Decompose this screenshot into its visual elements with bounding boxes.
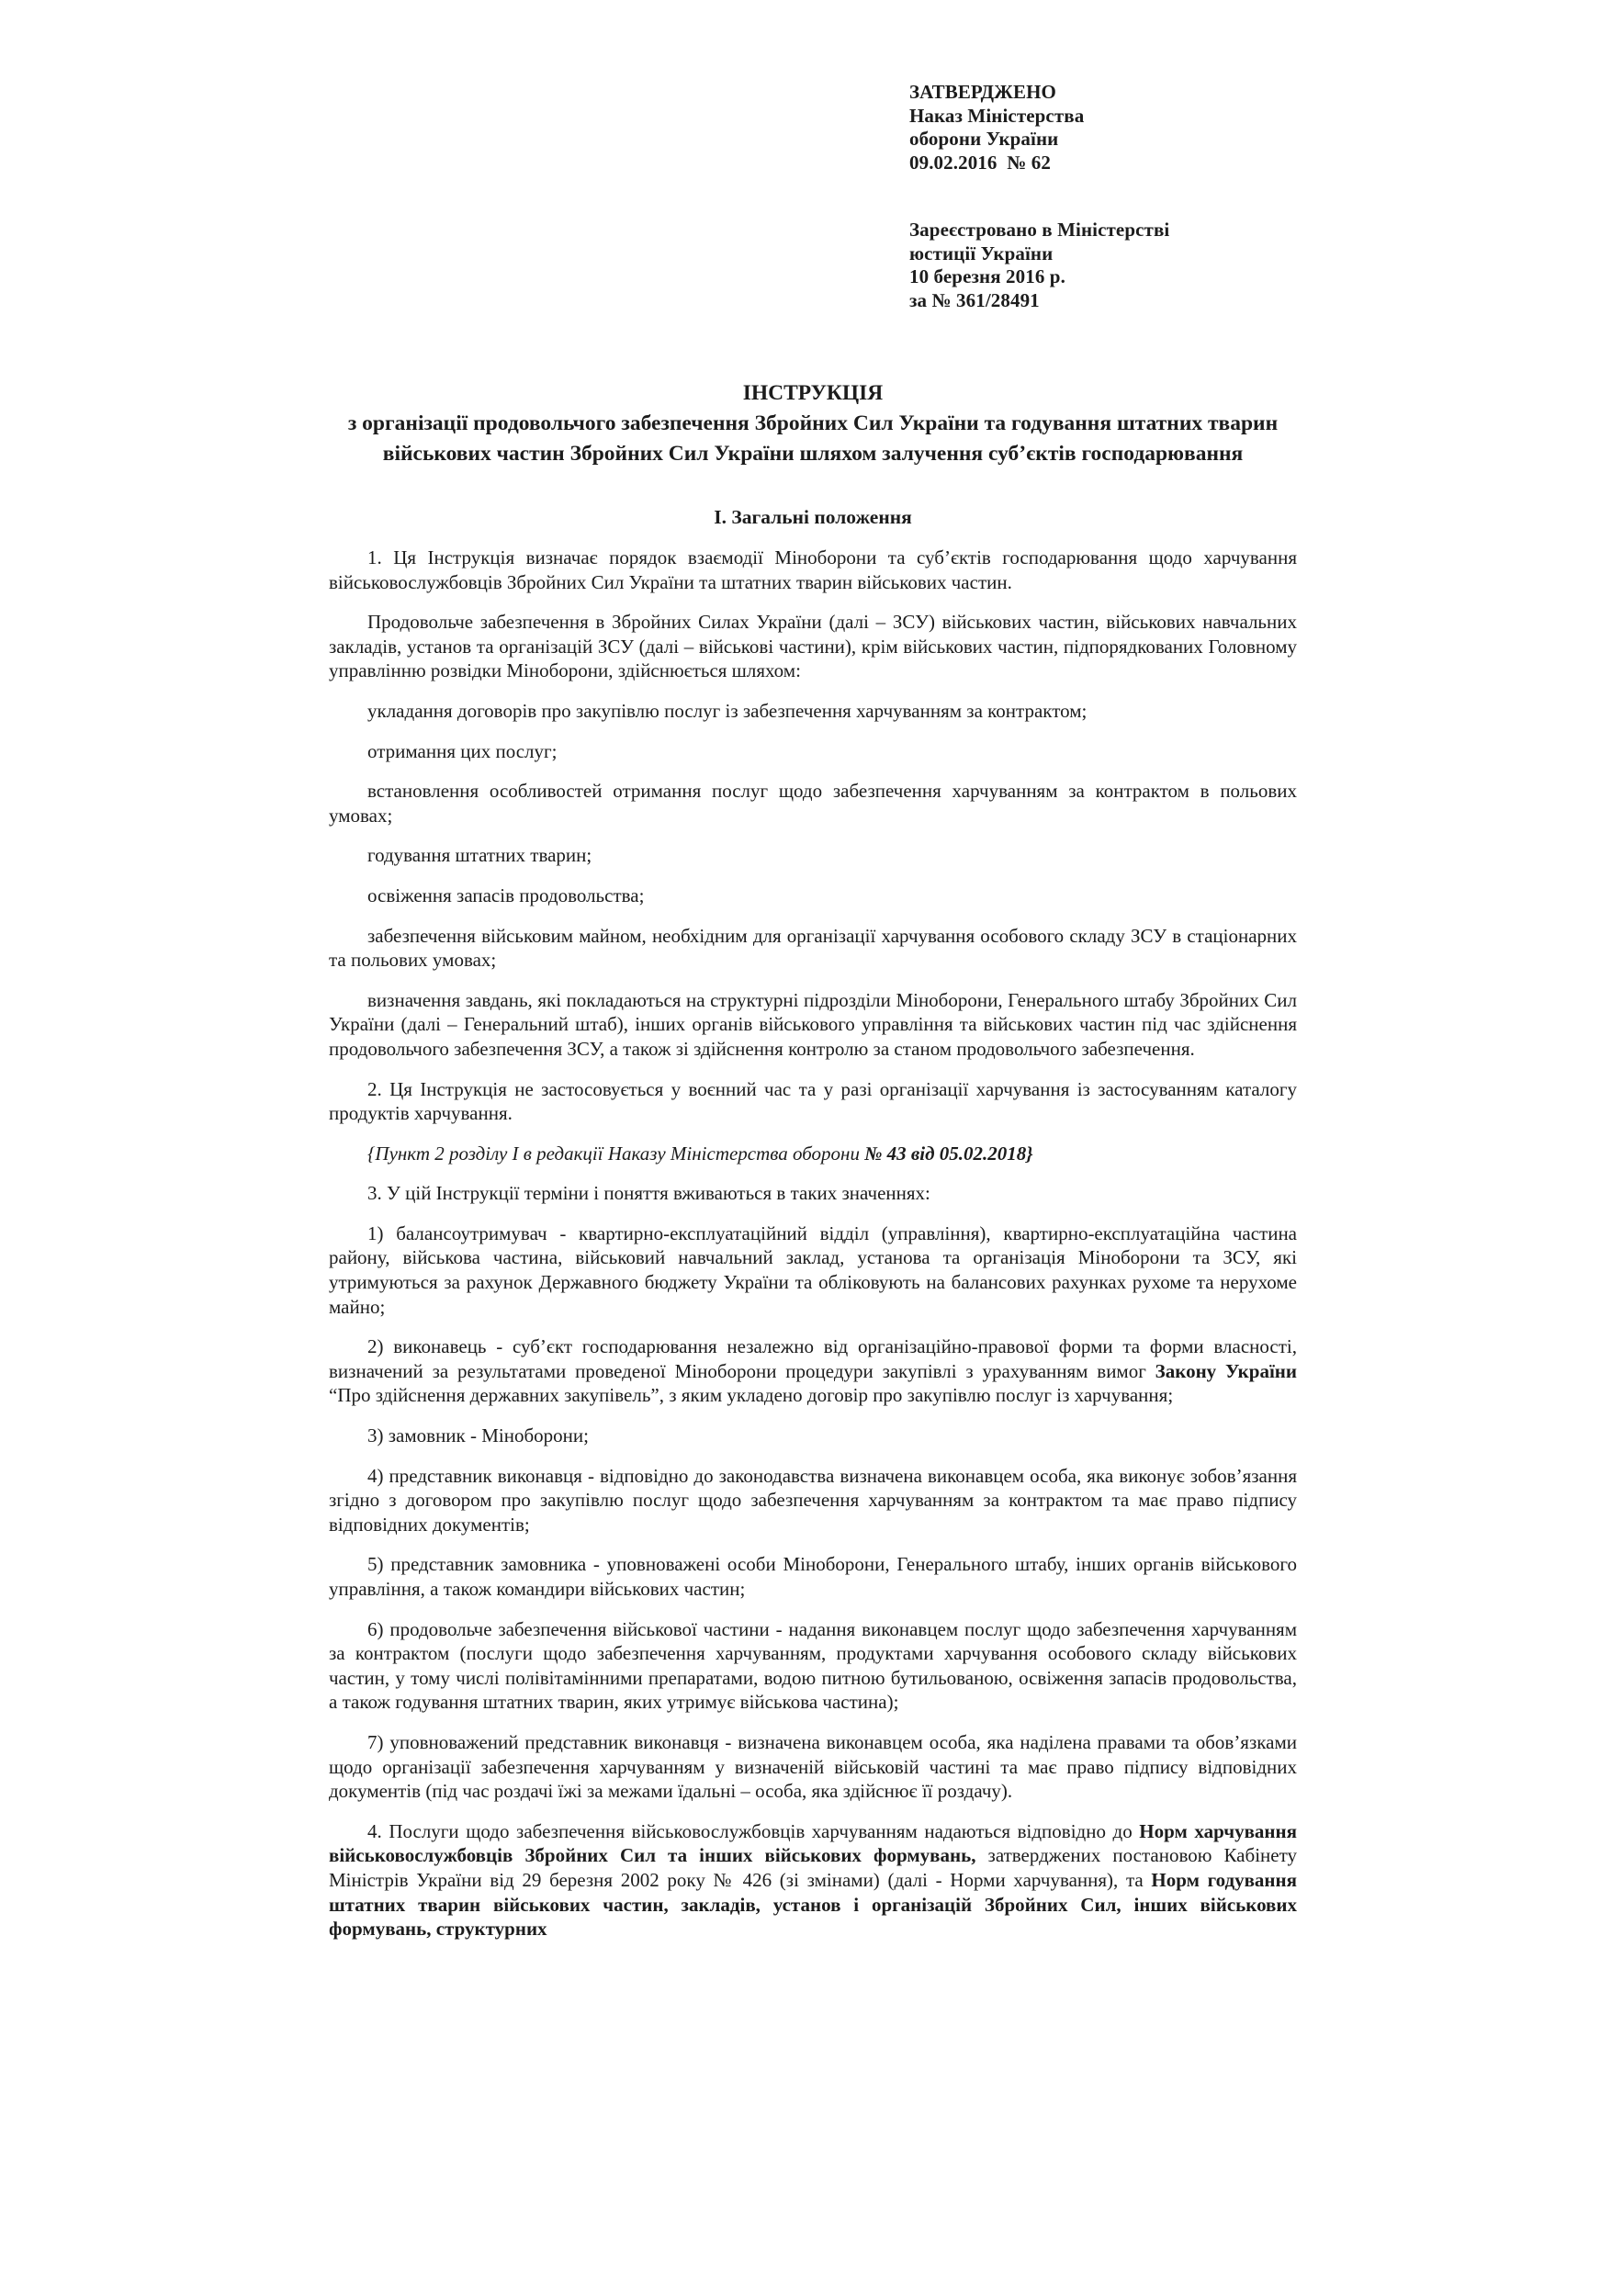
paragraph-p12: 3. У цій Інструкції терміни і поняття вживаються в таких значеннях:: [367, 1182, 930, 1205]
body-text: 2) виконавець - суб’єкт господарювання незалежно від організаційно-правової форми та форми власності, визначений за результатами проведеної Міноборони процедури закупівлі з урахуванням вимог: [329, 1335, 1297, 1382]
paragraph-p7: освіження запасів продовольства;: [367, 884, 645, 906]
paragraph-p11_amend: [329, 1126, 1297, 1166]
title-heading: ІНСТРУКЦІЯ: [742, 381, 884, 405]
emphasis-text: Норм харчування військовослужбовців Збройних Сил та інших військових формувань,: [329, 1819, 1297, 1867]
paragraph-p13: 1) балансоутримувач - квартирно-експлуатаційний відділ (управління), квартирно-експлуатаційна частина району, військова частина, військовий навчальний заклад, установа та організація Міноборони та ЗСУ, які утримуються за рахунок Державного бюджету України та обліковують на балансових рахунках рухоме та нерухоме майно;: [329, 1221, 1297, 1318]
paragraph-p2: Продовольче забезпечення в Збройних Силах України (далі – ЗСУ) військових частин, військових навчальних закладів, установ та організацій ЗСУ (далі – військові частини), крім військових частин, підпорядкованих Головному управлінню розвідки Міноборони, здійснюється шляхом:: [329, 611, 1297, 682]
section-heading: I. Загальні положення: [714, 506, 912, 528]
amendment-text: {Пункт 2 розділу I в редакції Наказу Міністерства оборони: [367, 1142, 865, 1165]
body-text: затверджених постановою Кабінету Міністрів України від 29 березня 2002 року № 426 (зі змінами) (далі - Норми харчування), та: [329, 1844, 1297, 1891]
registration-line-1: Зареєстровано в Міністерстві: [909, 219, 1170, 241]
body-text: “Про здійснення державних закупівель”, з яким укладено договір про закупівлю послуг із харчування;: [329, 1384, 1174, 1407]
paragraph-container: [329, 530, 1297, 1941]
paragraph-p6: годування штатних тварин;: [367, 844, 592, 867]
paragraph-p4: отримання цих послуг;: [367, 739, 558, 762]
approval-line-1: ЗАТВЕРДЖЕНО: [909, 81, 1056, 103]
approval-block: [909, 0, 1297, 174]
paragraph-p5: встановлення особливостей отримання послуг щодо забезпечення харчуванням за контрактом в польових умовах;: [329, 780, 1297, 827]
emphasis-text: Закону України: [1155, 1359, 1297, 1382]
paragraph-p3: укладання договорів про закупівлю послуг із забезпечення харчуванням за контрактом;: [367, 699, 1088, 722]
document-body: [329, 0, 1297, 1941]
registration-line-2: юстиції України: [909, 242, 1054, 264]
paragraph-p1: 1. Ця Інструкція визначає порядок взаємодії Міноборони та суб’єктів господарювання щодо харчування військовослужбовців Збройних Сил України та штатних тварин військових частин.: [329, 546, 1297, 593]
title-subtitle: з організації продовольчого забезпечення Збройних Сил України та годування штатних тварин військових частин Збройних Сил України шляхом залучення суб’єктів господарювання: [347, 411, 1279, 466]
emphasis-text: Норм годування штатних тварин військових частин, закладів, установ і організацій Збройних Сил, інших військових формувань, структурних: [329, 1868, 1297, 1941]
approval-line-2: Наказ Міністерства: [909, 104, 1085, 127]
registration-line-4: за № 361/28491: [909, 288, 1040, 311]
paragraph-p18: 6) продовольче забезпечення військової частини - надання виконавцем послуг щодо забезпечення харчуванням за контрактом (послуги щодо забезпечення харчуванням, продуктами харчування особового складу військових частин, у тому числі полівітамінними препаратами, водою питною бутильованою, освіження запасів продовольства, а також годування штатних тварин, яких утримує військова частина);: [329, 1617, 1297, 1714]
paragraph-p19: 7) уповноважений представник виконавця - визначена виконавцем особа, яка наділена правами та обов’язками щодо організації забезпечення харчуванням у визначеній військовій частині та має право підпису відповідних документів (під час роздачі їжі за межами їдальні – особа, яка здійснює її роздачу).: [329, 1730, 1297, 1803]
paragraph-p15: 3) замовник - Міноборони;: [367, 1424, 589, 1447]
page-title: [329, 378, 1297, 469]
paragraph-p17: 5) представник замовника - уповноважені особи Міноборони, Генерального штабу, інших органів військового управління, а також командири військових частин;: [329, 1553, 1297, 1600]
paragraph-p9: визначення завдань, які покладаються на структурні підрозділи Міноборони, Генерального штабу Збройних Сил України (далі – Генеральний штаб), інших органів військового управління та військових частин під час здійснення продовольчого забезпечення ЗСУ, а також зі здійснення контролю за станом продовольчого забезпечення.: [329, 988, 1297, 1060]
amendment-reference: № 43 від 05.02.2018}: [864, 1142, 1033, 1165]
paragraph-p10: 2. Ця Інструкція не застосовується у воєнний час та у разі організації харчування із застосуванням каталогу продуктів харчування.: [329, 1077, 1297, 1125]
paragraph-p8: забезпечення військовим майном, необхідним для організації харчування особового складу ЗСУ в стаціонарних та польових умовах;: [329, 924, 1297, 972]
registration-line-3: 10 березня 2016 р.: [909, 265, 1065, 287]
registration-block: [909, 174, 1297, 312]
body-text: 4. Послуги щодо забезпечення військовослужбовців харчуванням надаються відповідно до: [367, 1819, 1140, 1842]
paragraph-p20: [329, 1804, 1297, 1941]
approval-line-4: 09.02.2016 № 62: [909, 151, 1051, 174]
approval-line-3: оборони України: [909, 128, 1059, 150]
paragraph-p14: [329, 1319, 1297, 1408]
paragraph-p16: 4) представник виконавця - відповідно до законодавства визначена виконавцем особа, яка виконує зобов’язання згідно з договором про закупівлю послуг щодо забезпечення харчуванням за контрактом та має право підпису відповідних документів;: [329, 1464, 1297, 1536]
